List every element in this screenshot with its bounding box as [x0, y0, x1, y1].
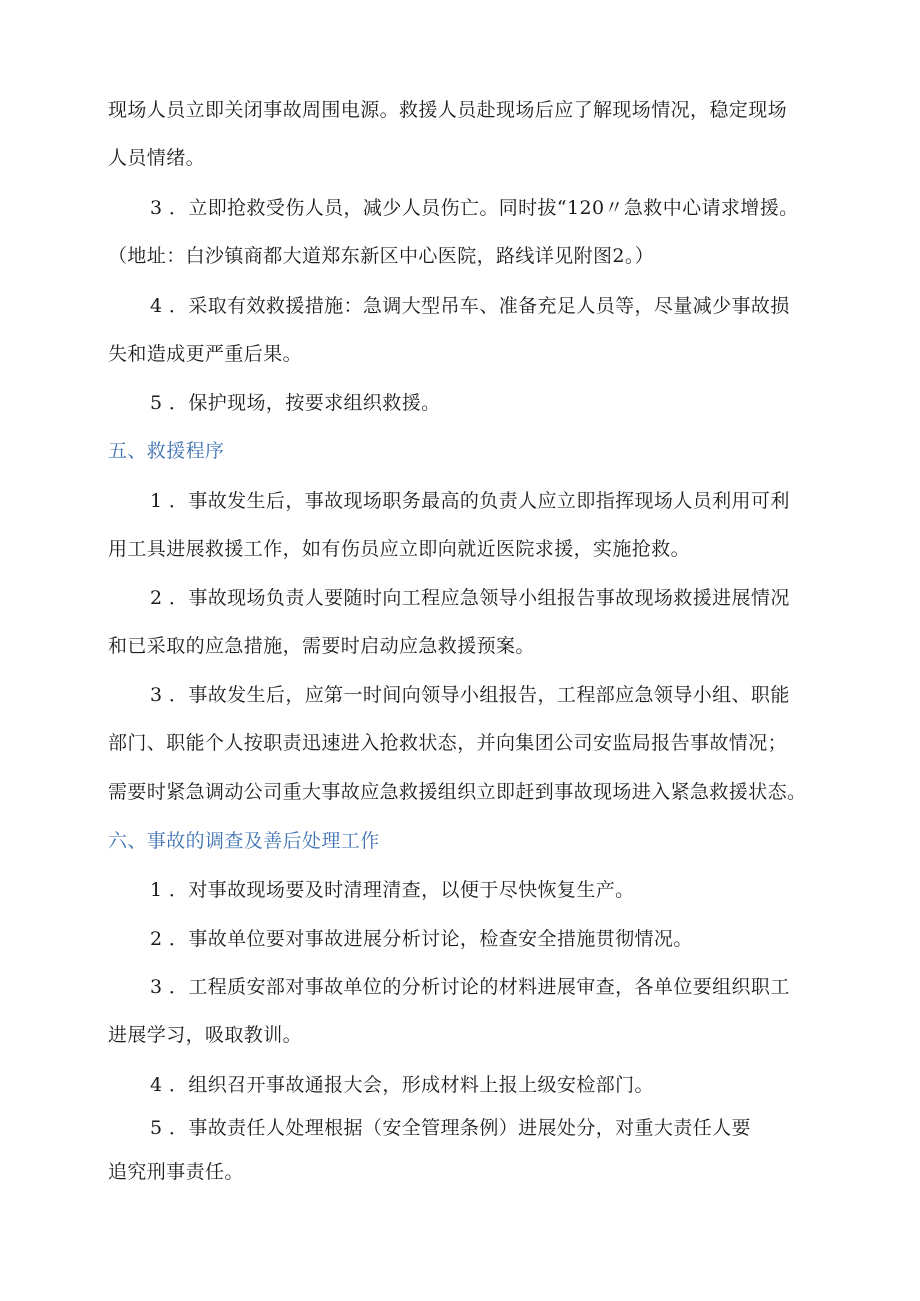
paragraph-5-line-1: 5 ．保护现场，按要求组织救援。: [150, 392, 441, 414]
section-5-item-1-line-2: 用工具进展救援工作，如有伤员应立即向就近医院求援，实施抢救。: [108, 538, 691, 560]
section-5-item-1-line-1: 1 ．事故发生后，事故现场职务最高的负责人应立即指挥现场人员利用可利: [150, 490, 790, 512]
section-6-item-2-line-1: 2 ．事故单位要对事故进展分析讨论，检查安全措施贯彻情况。: [150, 928, 693, 950]
intro-line-1: 现场人员立即关闭事故周围电源。救援人员赴现场后应了解现场情况，稳定现场: [108, 99, 788, 121]
paragraph-3-line-2: （地址：白沙镇商都大道郑东新区中心医院，路线详见附图2。）: [108, 245, 655, 267]
section-5-heading: 五、救援程序: [108, 440, 225, 462]
section-5-item-2-line-2: 和已采取的应急措施，需要时启动应急救援预案。: [108, 635, 535, 657]
paragraph-4-line-1: 4 ．采取有效救援措施：急调大型吊车、准备充足人员等，尽量减少事故损: [150, 295, 790, 317]
section-6-item-5-line-1: 5 ．事故责任人处理根据（安全管理条例）进展处分，对重大责任人要: [150, 1117, 751, 1139]
section-6-item-5-line-2: 追究刑事责任。: [108, 1161, 244, 1183]
section-5-item-3-line-2: 部门、职能个人按职责迅速进入抢救状态，并向集团公司安监局报告事故情况；: [108, 732, 788, 754]
section-5-item-2-line-1: 2 ．事故现场负责人要随时向工程应急领导小组报告事故现场救援进展情况: [150, 587, 790, 609]
intro-line-2: 人员情绪。: [108, 147, 206, 169]
section-6-item-1-line-1: 1 ．对事故现场要及时清理清查，以便于尽快恢复生产。: [150, 879, 635, 901]
section-6-item-3-line-1: 3 ．工程质安部对事故单位的分析讨论的材料进展审查，各单位要组织职工: [150, 976, 790, 998]
paragraph-3-line-1: 3 ．立即抢救受伤人员，减少人员伤亡。同时拔“120〃急救中心请求增援。: [150, 197, 799, 219]
section-6-item-3-line-2: 进展学习，吸取教训。: [108, 1024, 303, 1046]
paragraph-4-line-2: 失和造成更严重后果。: [108, 343, 303, 365]
section-6-heading: 六、事故的调查及善后处理工作: [108, 830, 380, 852]
section-5-item-3-line-3: 需要时紧急调动公司重大事故应急救援组织立即赶到事故现场进入紧急救援状态。: [108, 781, 807, 803]
section-5-item-3-line-1: 3 ．事故发生后，应第一时间向领导小组报告，工程部应急领导小组、职能: [150, 684, 790, 706]
section-6-item-4-line-1: 4 ．组织召开事故通报大会，形成材料上报上级安检部门。: [150, 1074, 654, 1096]
